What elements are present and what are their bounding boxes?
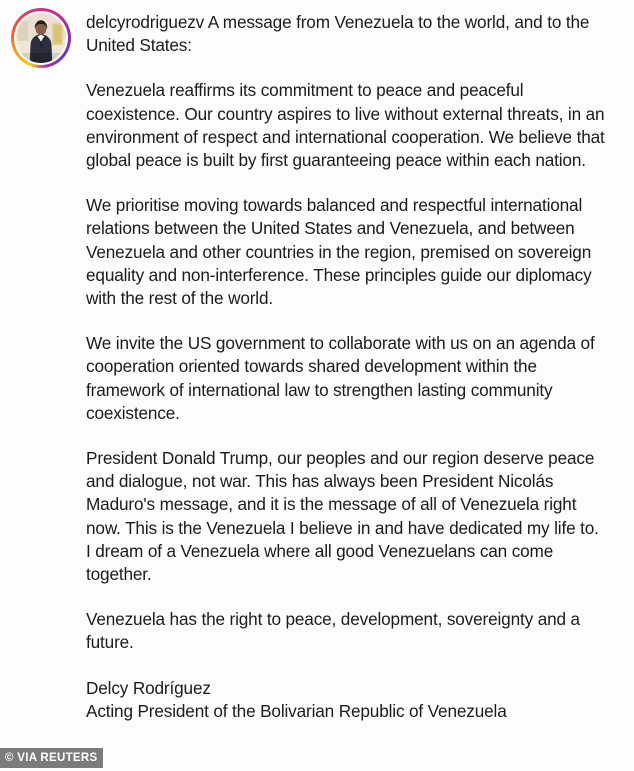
signature-name: Delcy Rodríguez <box>86 677 211 698</box>
caption-paragraph: Venezuela has the right to peace, development, sovereignty and a future. <box>86 609 585 653</box>
caption-header-text: A message from Venezuela to the world, and to the United States: <box>86 12 594 56</box>
post-caption <box>86 11 610 723</box>
caption-header <box>86 11 606 57</box>
username-label[interactable]: delcyrodriguezv <box>86 12 205 32</box>
caption-paragraph: President Donald Trump, our peoples and our region deserve peace and dialogue, not war. This has always been President Nicolás Maduro's message, and it is the message of all of Venezuela right now. This is the Venezuela I believe in and have dedicated my life to. I dream of a Venezuela where all good Venezuelans can come together. <box>86 448 604 585</box>
watermark-credit: © VIA REUTERS <box>0 748 103 768</box>
caption-paragraph: We invite the US government to collaborate with us on an agenda of cooperation oriented towards shared development within the framework of international law to strengthen lasting community coexistence. <box>86 333 600 423</box>
caption-paragraph: Venezuela reaffirms its commitment to peace and peaceful coexistence. Our country aspires to live without external threats, in an environment of respect and international cooperation. We believe that global peace is built by first guaranteeing peace within each nation. <box>86 80 610 171</box>
signature-block <box>86 677 606 723</box>
signature-title: Acting President of the Bolivarian Republic of Venezuela <box>86 700 507 721</box>
caption-paragraph: We prioritise moving towards balanced and respectful international relations between the United States and Venezuela, and between Venezuela and other countries in the region, premised on sovereign equality and non-interference. These principles guide our diplomacy with the rest of the world. <box>86 195 597 309</box>
avatar[interactable] <box>11 8 71 68</box>
avatar-photo <box>16 13 66 63</box>
